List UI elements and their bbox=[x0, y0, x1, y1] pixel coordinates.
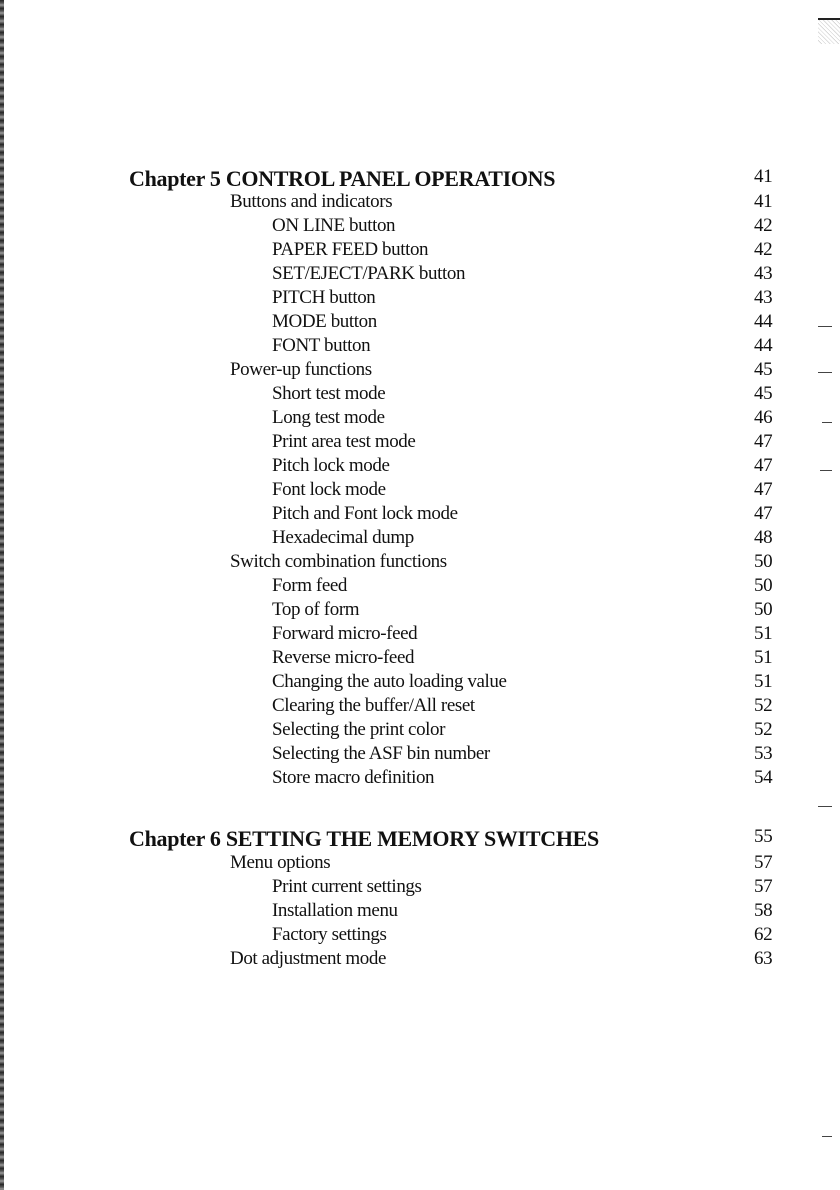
page-number: 50 bbox=[754, 599, 773, 620]
toc-entry-section[interactable] bbox=[0, 948, 840, 972]
page-number: 43 bbox=[754, 263, 773, 284]
scan-corner-mark bbox=[818, 18, 840, 44]
toc-entry[interactable] bbox=[0, 924, 840, 948]
page-number: 63 bbox=[754, 948, 773, 969]
chapter-title: Chapter 6 SETTING THE MEMORY SWITCHES bbox=[129, 826, 599, 851]
page-number: 43 bbox=[754, 287, 773, 308]
entry-title: Top of form bbox=[272, 599, 360, 620]
page-number: 52 bbox=[754, 719, 773, 740]
page-number: 47 bbox=[754, 503, 773, 524]
toc-entry[interactable] bbox=[0, 383, 840, 407]
entry-title: Print area test mode bbox=[272, 431, 416, 452]
page-number: 51 bbox=[754, 647, 773, 668]
entry-title: Long test mode bbox=[272, 407, 385, 428]
entry-title: Font lock mode bbox=[272, 479, 386, 500]
toc-entry[interactable] bbox=[0, 575, 840, 599]
toc-entry[interactable] bbox=[0, 743, 840, 767]
page-number: 50 bbox=[754, 575, 773, 596]
page-number: 42 bbox=[754, 215, 773, 236]
page-number: 47 bbox=[754, 431, 773, 452]
entry-title: Print current settings bbox=[272, 876, 422, 897]
entry-title: PITCH button bbox=[272, 287, 376, 308]
page-number: 51 bbox=[754, 623, 773, 644]
toc-entry[interactable] bbox=[0, 311, 840, 335]
toc-entry[interactable] bbox=[0, 900, 840, 924]
entry-title: Pitch lock mode bbox=[272, 455, 390, 476]
toc-entry[interactable] bbox=[0, 239, 840, 263]
page-number: 47 bbox=[754, 479, 773, 500]
page-number: 58 bbox=[754, 900, 773, 921]
toc-entry[interactable] bbox=[0, 719, 840, 743]
entry-title: Dot adjustment mode bbox=[230, 948, 386, 969]
toc-entry-section[interactable] bbox=[0, 191, 840, 215]
toc-entry[interactable] bbox=[0, 479, 840, 503]
entry-title: Buttons and indicators bbox=[230, 191, 393, 212]
page-number: 55 bbox=[754, 826, 773, 847]
entry-title: Selecting the ASF bin number bbox=[272, 743, 490, 764]
page-number: 42 bbox=[754, 239, 773, 260]
toc-entry[interactable] bbox=[0, 527, 840, 551]
toc-entry-section[interactable] bbox=[0, 551, 840, 575]
entry-title: Reverse micro-feed bbox=[272, 647, 415, 668]
page-number: 44 bbox=[754, 335, 773, 356]
entry-title: Switch combination functions bbox=[230, 551, 447, 572]
toc-entry[interactable] bbox=[0, 623, 840, 647]
toc-entry[interactable] bbox=[0, 431, 840, 455]
entry-title: Changing the auto loading value bbox=[272, 671, 507, 692]
entry-title: Installation menu bbox=[272, 900, 398, 921]
toc-entry[interactable] bbox=[0, 215, 840, 239]
page-number: 53 bbox=[754, 743, 773, 764]
entry-title: Power-up functions bbox=[230, 359, 372, 380]
page-number: 48 bbox=[754, 527, 773, 548]
entry-title: Forward micro-feed bbox=[272, 623, 418, 644]
page-number: 57 bbox=[754, 852, 773, 873]
page-number: 46 bbox=[754, 407, 773, 428]
toc-entry[interactable] bbox=[0, 767, 840, 791]
entry-title: Form feed bbox=[272, 575, 348, 596]
toc-entry[interactable] bbox=[0, 455, 840, 479]
page-number: 57 bbox=[754, 876, 773, 897]
entry-title: Menu options bbox=[230, 852, 331, 873]
entry-title: MODE button bbox=[272, 311, 377, 332]
page-number: 54 bbox=[754, 767, 773, 788]
page-number: 45 bbox=[754, 359, 773, 380]
toc-entry-section[interactable] bbox=[0, 852, 840, 876]
toc-entry[interactable] bbox=[0, 671, 840, 695]
entry-title: Clearing the buffer/All reset bbox=[272, 695, 475, 716]
toc-entry[interactable] bbox=[0, 287, 840, 311]
toc-entry[interactable] bbox=[0, 647, 840, 671]
page-number: 52 bbox=[754, 695, 773, 716]
entry-title: SET/EJECT/PARK button bbox=[272, 263, 466, 284]
entry-title: Short test mode bbox=[272, 383, 386, 404]
scan-mark bbox=[822, 1136, 832, 1137]
page-number: 50 bbox=[754, 551, 773, 572]
chapter-heading[interactable] bbox=[0, 826, 840, 850]
page-number: 51 bbox=[754, 671, 773, 692]
entry-title: Pitch and Font lock mode bbox=[272, 503, 458, 524]
entry-title: Selecting the print color bbox=[272, 719, 446, 740]
page-number: 47 bbox=[754, 455, 773, 476]
scan-mark bbox=[818, 806, 832, 807]
entry-title: Store macro definition bbox=[272, 767, 435, 788]
page-number: 62 bbox=[754, 924, 773, 945]
page-number: 44 bbox=[754, 311, 773, 332]
toc-entry[interactable] bbox=[0, 599, 840, 623]
toc-entry[interactable] bbox=[0, 335, 840, 359]
entry-title: Hexadecimal dump bbox=[272, 527, 414, 548]
entry-title: Factory settings bbox=[272, 924, 387, 945]
toc-entry[interactable] bbox=[0, 876, 840, 900]
page-number: 41 bbox=[754, 166, 773, 187]
entry-title: ON LINE button bbox=[272, 215, 396, 236]
chapter-title: Chapter 5 CONTROL PANEL OPERATIONS bbox=[129, 166, 556, 191]
entry-title: FONT button bbox=[272, 335, 371, 356]
page-number: 41 bbox=[754, 191, 773, 212]
toc-entry[interactable] bbox=[0, 407, 840, 431]
chapter-heading[interactable] bbox=[0, 166, 840, 190]
entry-title: PAPER FEED button bbox=[272, 239, 429, 260]
toc-entry-section[interactable] bbox=[0, 359, 840, 383]
toc-entry[interactable] bbox=[0, 503, 840, 527]
page-number: 45 bbox=[754, 383, 773, 404]
toc-entry[interactable] bbox=[0, 695, 840, 719]
toc-entry[interactable] bbox=[0, 263, 840, 287]
